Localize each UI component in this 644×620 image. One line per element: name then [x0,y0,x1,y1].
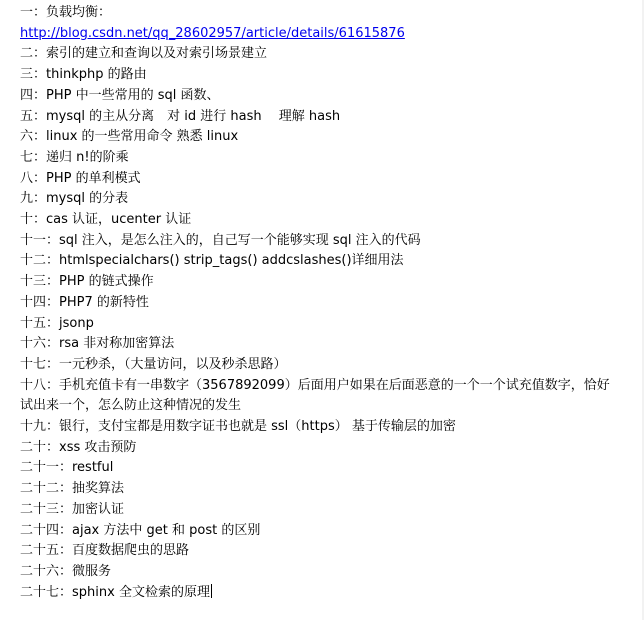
text-line: 三：thinkphp 的路由 [20,67,147,83]
text-line: 十一：sql 注入，是怎么注入的，自己写一个能够实现 sql 注入的代码 [20,232,421,248]
text-line: 二十：xss 攻击预防 [20,439,137,455]
text-line: 十六：rsa 非对称加密算法 [20,336,175,352]
text-line: 一：负载均衡： [20,5,112,20]
article-link[interactable]: http://blog.csdn.net/qq_28602957/article/details/61615876 [20,25,405,41]
text-line: 十七：一元秒杀，（大量访问，以及秒杀思路） [20,356,287,372]
text-line: 八：PHP 的单利模式 [20,170,141,186]
text-line: 五：mysql 的主从分离 对 id 进行 hash 理解 hash [20,108,341,124]
text-line: 七：递归 n!的阶乘 [20,149,129,165]
text-line: 十九：银行，支付宝都是用数字证书也就是 ssl（https） 基于传输层的加密 [20,419,456,435]
text-line: 十二：htmlspecialchars() strip_tags() addcslashes()详细用法 [20,253,404,269]
text-line: 六：linux 的一些常用命令 熟悉 linux [20,129,239,145]
text-line: 四：PHP 中一些常用的 sql 函数、 [20,87,220,103]
text-line: 十五：jsonp [20,315,94,331]
text-line: 二十五：百度数据爬虫的思路 [20,543,190,559]
document-body[interactable] [20,3,620,603]
text-line: 二十六：微服务 [20,563,112,579]
text-line: 十：cas 认证，ucenter 认证 [20,212,192,228]
text-cursor [211,584,212,598]
text-line: 二：索引的建立和查询以及对索引场景建立 [20,46,268,62]
text-line: 九：mysql 的分表 [20,191,129,207]
text-line: 二十四：ajax 方法中 get 和 post 的区别 [20,522,261,538]
text-line: 十三：PHP 的链式操作 [20,274,154,290]
text-line: 二十三：加密认证 [20,501,125,517]
text-line: 十四：PHP7 的新特性 [20,294,149,310]
text-line: 二十二：抽奖算法 [20,481,125,497]
text-line: 二十一：restful [20,460,114,476]
text-line-content: 二十七：sphinx 全文检索的原理 [20,584,210,600]
text-line: 十八：手机充值卡有一串数字（3567892099）后面用户如果在后面恶意的一个一个试充值数字，恰好试出来一个，怎么防止这种情况的发生 [20,377,610,414]
last-text-line [20,583,620,604]
